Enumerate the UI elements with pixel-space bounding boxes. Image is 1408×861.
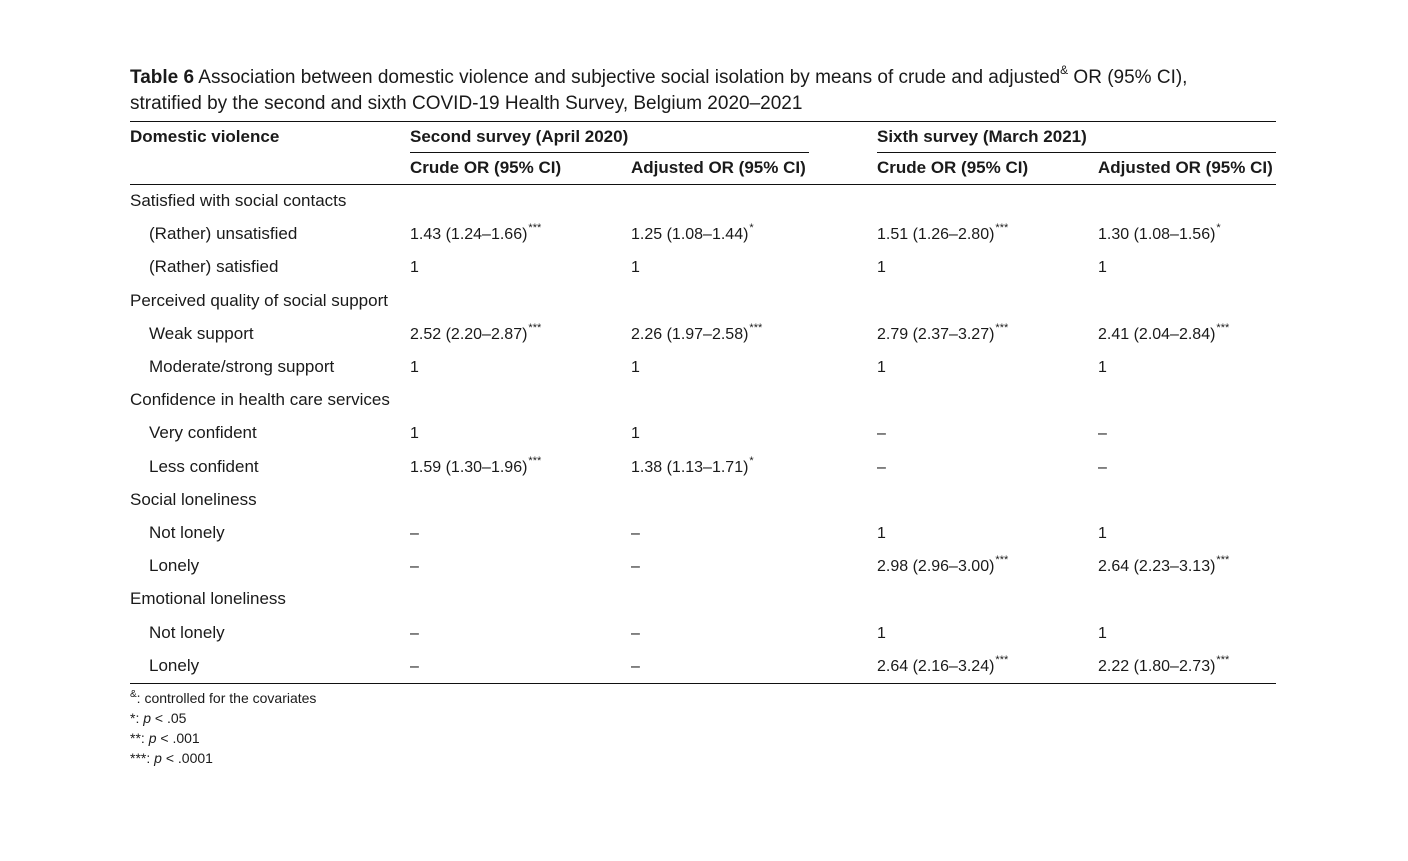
row-label: Less confident xyxy=(149,456,259,476)
row-label: Not lonely xyxy=(149,523,225,542)
table-cell xyxy=(410,255,419,280)
table-section-row xyxy=(130,289,1276,322)
table-cell xyxy=(1098,621,1107,646)
caption-text-end: OR (95% CI), xyxy=(1068,67,1188,88)
cell-value: – xyxy=(410,657,419,675)
cell-value: 1.25 (1.08–1.44) xyxy=(631,226,749,244)
table-cell xyxy=(1098,455,1107,480)
table-section-row xyxy=(130,189,1276,222)
footnote-symbol: ** xyxy=(130,730,141,746)
table-cell xyxy=(1098,355,1107,380)
caption-text: Association between domestic violence and subjective social isolation by means of crude and adjusted xyxy=(194,67,1061,88)
cell-value: 1 xyxy=(877,259,886,277)
footnote-symbol: *** xyxy=(130,750,147,766)
cell-value: 2.79 (2.37–3.27) xyxy=(877,325,995,343)
cell-value: 1 xyxy=(1098,525,1107,542)
table-cell xyxy=(631,222,754,247)
footnote-text: < .0001 xyxy=(161,750,213,766)
header-domestic-violence: Domestic violence xyxy=(130,127,280,146)
cell-value: 1 xyxy=(877,624,886,642)
significance-marker: *** xyxy=(995,653,1009,666)
cell-value: – xyxy=(877,458,886,476)
row-label: Emotional loneliness xyxy=(130,589,286,609)
table-section-row xyxy=(130,488,1276,521)
table-cell xyxy=(1098,521,1107,546)
row-label: Lonely xyxy=(149,655,200,675)
table-caption xyxy=(130,65,1276,117)
table-bottom-rule xyxy=(130,683,1276,684)
table-cell xyxy=(877,654,1008,679)
cell-value: 2.41 (2.04–2.84) xyxy=(1098,325,1216,343)
cell-value: – xyxy=(877,425,886,443)
table-cell xyxy=(631,455,754,480)
footnote: ***: p < .0001 xyxy=(130,750,213,766)
cell-value: 1 xyxy=(631,259,640,277)
caption-line-2: stratified by the second and sixth COVID-19 Health Survey, Belgium 2020–2021 xyxy=(130,93,803,114)
table-cell xyxy=(877,421,886,446)
row-label: Weak support xyxy=(149,323,254,343)
footnote-p: p xyxy=(148,730,157,746)
cell-value: 1 xyxy=(877,525,886,542)
table-cell xyxy=(1098,654,1229,679)
cell-value: 1 xyxy=(410,259,419,277)
table-row xyxy=(130,621,1276,654)
table-row xyxy=(130,421,1276,454)
table-cell xyxy=(410,322,541,347)
table-row xyxy=(130,322,1276,355)
row-label: Satisfied with social contacts xyxy=(130,191,347,210)
row-label: Not lonely xyxy=(149,622,225,642)
table-row xyxy=(130,355,1276,388)
table-cell xyxy=(1098,322,1229,347)
table-row xyxy=(130,521,1276,554)
table-cell xyxy=(877,621,886,646)
group-rule-sixth xyxy=(877,152,1276,153)
cell-value: 2.64 (2.23–3.13) xyxy=(1098,558,1216,576)
cell-value: – xyxy=(631,624,640,642)
footnote-p: p xyxy=(154,750,162,766)
table-cell xyxy=(1098,222,1221,247)
significance-marker: * xyxy=(1216,222,1221,235)
table-cell xyxy=(410,554,419,579)
table-section-row xyxy=(130,388,1276,421)
table-row xyxy=(130,222,1276,255)
table-cell xyxy=(877,255,886,280)
footnote: *: p < .05 xyxy=(130,710,187,726)
table-cell xyxy=(877,521,886,546)
cell-value: – xyxy=(631,657,640,675)
significance-marker: *** xyxy=(1216,653,1230,666)
significance-marker: *** xyxy=(995,321,1009,334)
cell-value: 1 xyxy=(410,359,419,376)
table-row xyxy=(130,654,1276,687)
caption-superscript: & xyxy=(1060,63,1069,77)
cell-value: 2.98 (2.96–3.00) xyxy=(877,558,995,576)
table-cell xyxy=(877,554,1008,579)
cell-value: 1.59 (1.30–1.96) xyxy=(410,458,528,476)
table-cell xyxy=(410,654,419,679)
significance-marker: *** xyxy=(528,222,542,235)
cell-value: – xyxy=(410,558,419,576)
row-label: Lonely xyxy=(149,556,200,576)
table-cell xyxy=(1098,255,1107,280)
row-label: (Rather) unsatisfied xyxy=(149,224,298,244)
footnote-text: < .05 xyxy=(151,710,187,726)
footnote-text: < .001 xyxy=(156,730,200,746)
row-label: (Rather) satisfied xyxy=(149,257,279,277)
table-cell xyxy=(631,654,640,679)
table-cell xyxy=(410,521,419,546)
table-label: Table 6 xyxy=(130,67,195,88)
table-cell xyxy=(631,421,640,446)
row-label: Very confident xyxy=(149,423,257,443)
table-cell xyxy=(631,621,640,646)
row-label: Perceived quality of social support xyxy=(130,290,388,310)
table-cell xyxy=(877,355,886,380)
table-cell xyxy=(410,355,419,380)
cell-value: 1 xyxy=(410,425,419,443)
cell-value: – xyxy=(631,558,640,576)
table-cell xyxy=(1098,421,1107,446)
cell-value: – xyxy=(410,525,419,542)
cell-value: 1.51 (1.26–2.80) xyxy=(877,226,995,244)
table-cell xyxy=(631,255,640,280)
header-crude-sixth: Crude OR (95% CI) xyxy=(877,158,1029,177)
footnote-p: p xyxy=(143,710,152,726)
footnote-symbol: & xyxy=(130,689,137,700)
table-cell xyxy=(631,554,640,579)
cell-value: 1.30 (1.08–1.56) xyxy=(1098,226,1216,244)
cell-value: – xyxy=(1098,425,1107,443)
group-rule-second xyxy=(410,152,809,153)
table-cell xyxy=(631,521,640,546)
row-label: Moderate/strong support xyxy=(149,357,335,376)
header-bottom-rule xyxy=(130,184,1276,185)
table-cell xyxy=(631,355,640,380)
cell-value: 1.43 (1.24–1.66) xyxy=(410,226,528,244)
cell-value: 2.22 (1.80–2.73) xyxy=(1098,657,1216,675)
footnote xyxy=(130,688,316,708)
significance-marker: *** xyxy=(749,321,763,334)
table-cell xyxy=(877,222,1008,247)
cell-value: – xyxy=(1098,458,1107,476)
table-section-row xyxy=(130,587,1276,620)
cell-value: – xyxy=(631,525,640,542)
footnote-symbol: * xyxy=(130,710,136,726)
page-header-fragment xyxy=(130,0,1276,4)
significance-marker: *** xyxy=(995,554,1009,567)
table-row xyxy=(130,455,1276,488)
cell-value: 1 xyxy=(631,359,640,376)
cell-value: 1 xyxy=(1098,359,1107,376)
significance-marker: * xyxy=(749,222,754,235)
header-second-survey: Second survey (April 2020) xyxy=(410,127,629,146)
header-adjusted-sixth: Adjusted OR (95% CI) xyxy=(1098,158,1273,177)
table-row xyxy=(130,554,1276,587)
significance-marker: *** xyxy=(528,321,542,334)
table-cell xyxy=(631,322,762,347)
table-cell xyxy=(410,621,419,646)
cell-value: 2.26 (1.97–2.58) xyxy=(631,325,749,343)
row-label: Social loneliness xyxy=(130,489,257,509)
header-adjusted-second: Adjusted OR (95% CI) xyxy=(631,158,806,177)
footnote: **: p < .001 xyxy=(130,730,200,746)
significance-marker: *** xyxy=(995,222,1009,235)
table-cell xyxy=(410,421,419,446)
cell-value: – xyxy=(410,624,419,642)
significance-marker: * xyxy=(749,454,754,467)
significance-marker: *** xyxy=(528,454,542,467)
table-cell xyxy=(410,222,541,247)
cell-value: 1 xyxy=(1098,624,1107,642)
cell-value: 1 xyxy=(877,359,886,376)
table-cell xyxy=(877,455,886,480)
cell-value: 2.52 (2.20–2.87) xyxy=(410,325,528,343)
header-sixth-survey: Sixth survey (March 2021) xyxy=(877,127,1087,146)
table-cell xyxy=(410,455,541,480)
row-label: Confidence in health care services xyxy=(130,390,390,410)
header-crude-second: Crude OR (95% CI) xyxy=(410,158,562,177)
table-row xyxy=(130,255,1276,288)
cell-value: 2.64 (2.16–3.24) xyxy=(877,657,995,675)
footnote-text: : controlled for the covariates xyxy=(136,690,317,706)
cell-value: 1.38 (1.13–1.71) xyxy=(631,458,749,476)
table-cell xyxy=(1098,554,1229,579)
cell-value: 1 xyxy=(631,425,640,443)
table-top-rule xyxy=(130,121,1276,122)
table-cell xyxy=(877,322,1008,347)
significance-marker: *** xyxy=(1216,554,1230,567)
significance-marker: *** xyxy=(1216,321,1230,334)
cell-value: 1 xyxy=(1098,259,1107,277)
